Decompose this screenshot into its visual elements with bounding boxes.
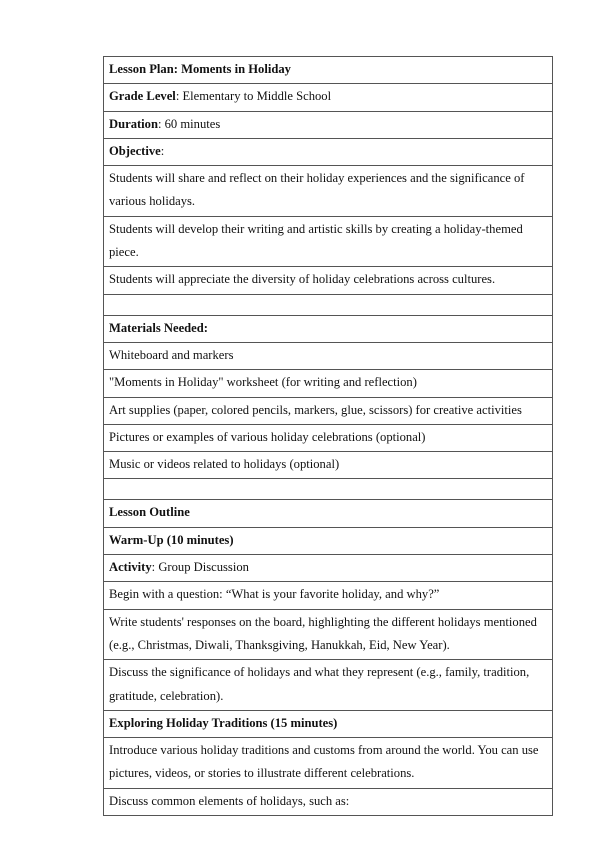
- material-item: Whiteboard and markers: [104, 342, 553, 369]
- traditions-item: Discuss common elements of holidays, such as:: [104, 788, 553, 815]
- material-item: "Moments in Holiday" worksheet (for writing and reflection): [104, 370, 553, 397]
- objective-item: Students will share and reflect on their holiday experiences and the significance of various holidays.: [104, 166, 553, 217]
- title-cell: [104, 57, 553, 84]
- lesson-plan-table: [103, 56, 553, 816]
- table-row: [104, 555, 553, 582]
- table-row: [104, 397, 553, 424]
- materials-heading: Materials Needed:: [109, 320, 208, 335]
- table-row: [104, 738, 553, 789]
- table-row: [104, 527, 553, 554]
- table-row: [104, 452, 553, 479]
- table-row: [104, 582, 553, 609]
- warmup-item: Discuss the significance of holidays and what they represent (e.g., family, tradition, gratitude, celebration).: [104, 660, 553, 711]
- duration-cell: [104, 111, 553, 138]
- table-row: [104, 479, 553, 500]
- objective-cell: [104, 138, 553, 165]
- table-row: [104, 424, 553, 451]
- empty-cell: [104, 294, 553, 315]
- materials-heading-cell: [104, 315, 553, 342]
- lesson-plan-page: [103, 56, 553, 816]
- activity-cell: [104, 555, 553, 582]
- activity-label: Activity: [109, 560, 152, 575]
- table-row: [104, 216, 553, 267]
- traditions-heading-cell: [104, 710, 553, 737]
- table-row: [104, 342, 553, 369]
- table-row: [104, 788, 553, 815]
- table-row: [104, 294, 553, 315]
- table-row: [104, 660, 553, 711]
- table-row: [104, 370, 553, 397]
- objective-label: Objective: [109, 143, 161, 158]
- table-row: [104, 315, 553, 342]
- table-row: [104, 500, 553, 527]
- objective-item: Students will appreciate the diversity of holiday celebrations across cultures.: [104, 267, 553, 294]
- material-item: Pictures or examples of various holiday celebrations (optional): [104, 424, 553, 451]
- objective-colon: :: [160, 143, 165, 158]
- table-row: [104, 710, 553, 737]
- material-item: Art supplies (paper, colored pencils, markers, glue, scissors) for creative activities: [104, 397, 553, 424]
- warmup-heading-cell: [104, 527, 553, 554]
- table-row: [104, 267, 553, 294]
- grade-value: : Elementary to Middle School: [175, 89, 332, 104]
- table-row: [104, 84, 553, 111]
- objective-item: Students will develop their writing and artistic skills by creating a holiday-themed piece.: [104, 216, 553, 267]
- grade-label: Grade Level: [109, 89, 176, 104]
- warmup-heading: Warm-Up (10 minutes): [109, 532, 234, 547]
- table-row: [104, 111, 553, 138]
- outline-heading-cell: [104, 500, 553, 527]
- warmup-item: Begin with a question: “What is your favorite holiday, and why?”: [104, 582, 553, 609]
- activity-value: : Group Discussion: [151, 560, 249, 575]
- table-row: [104, 609, 553, 660]
- table-row: [104, 57, 553, 84]
- outline-heading: Lesson Outline: [109, 505, 190, 520]
- warmup-item: Write students' responses on the board, highlighting the different holidays mentioned (e.g., Christmas, Diwali, Thanksgiving, Hanukkah, Eid, New Year).: [104, 609, 553, 660]
- grade-cell: [104, 84, 553, 111]
- traditions-heading: Exploring Holiday Traditions (15 minutes): [109, 715, 338, 730]
- material-item: Music or videos related to holidays (optional): [104, 452, 553, 479]
- table-row: [104, 166, 553, 217]
- lesson-title: Lesson Plan: Moments in Holiday: [109, 62, 291, 76]
- duration-label: Duration: [109, 116, 158, 131]
- traditions-item: Introduce various holiday traditions and customs from around the world. You can use pictures, videos, or stories to illustrate different celebrations.: [104, 738, 553, 789]
- empty-cell: [104, 479, 553, 500]
- table-row: [104, 138, 553, 165]
- duration-value: : 60 minutes: [157, 116, 221, 131]
